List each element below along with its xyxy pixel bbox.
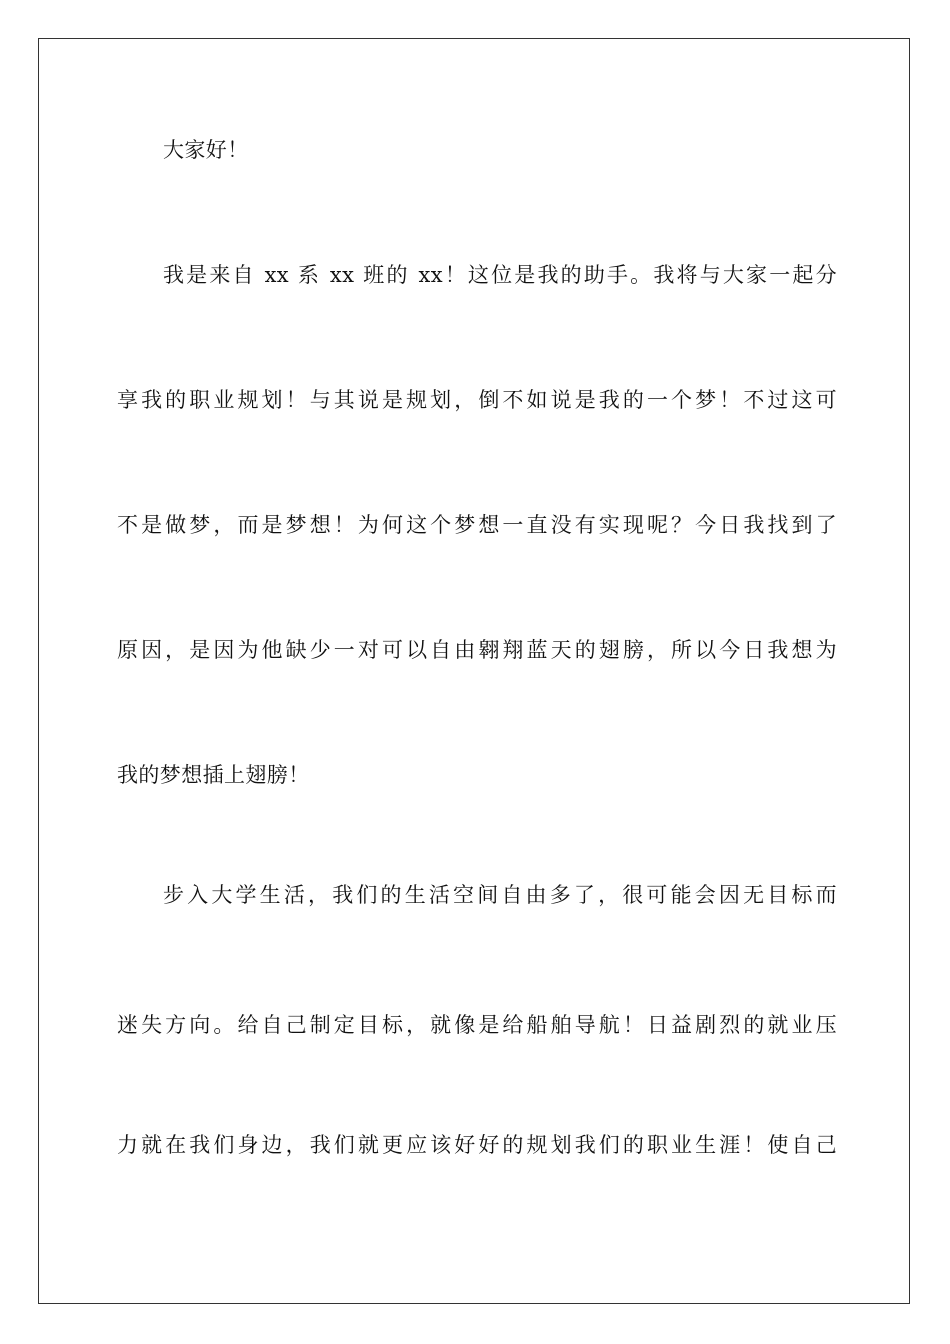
paragraph-1-line-4: 原因，是因为他缺少一对可以自由翱翔蓝天的翅膀，所以今日我想为: [117, 638, 837, 662]
page-border: [38, 38, 910, 1304]
paragraph-1-line-3: 不是做梦，而是梦想！为何这个梦想一直没有实现呢？今日我找到了: [117, 513, 837, 537]
paragraph-2-line-1: 步入大学生活，我们的生活空间自由多了，很可能会因无目标而: [163, 883, 837, 907]
paragraph-2-line-3: 力就在我们身边，我们就更应该好好的规划我们的职业生涯！使自己: [117, 1133, 837, 1157]
greeting-line: 大家好！: [163, 138, 249, 162]
paragraph-1-line-1: 我是来自 xx 系 xx 班的 xx！这位是我的助手。我将与大家一起分: [163, 263, 837, 287]
paragraph-2-line-2: 迷失方向。给自己制定目标，就像是给船舶导航！日益剧烈的就业压: [117, 1013, 837, 1037]
paragraph-1-line-5: 我的梦想插上翅膀！: [117, 763, 310, 787]
paragraph-1-line-2: 享我的职业规划！与其说是规划，倒不如说是我的一个梦！不过这可: [117, 388, 837, 412]
